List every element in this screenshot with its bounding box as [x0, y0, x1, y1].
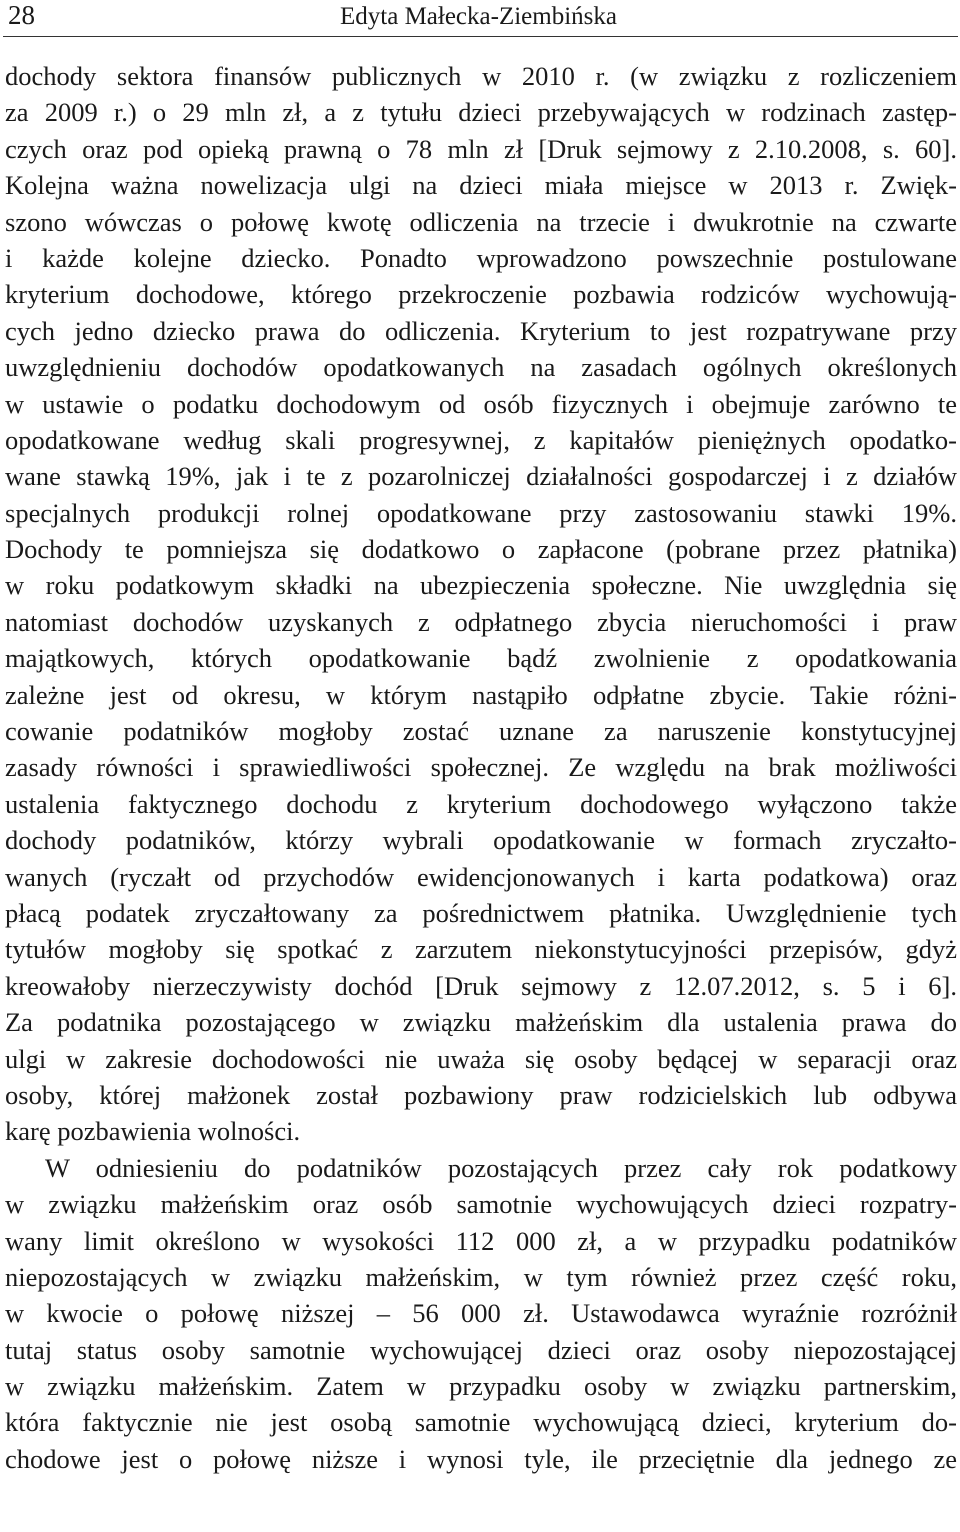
text-line: uwzględnieniu dochodów opodatkowanych na zasadach ogólnych określonych — [5, 352, 957, 383]
text-line: chodowe jest o połowę niższe i wynosi tyle, ile przeciętnie dla jednego ze — [5, 1443, 957, 1474]
text-line: czych oraz pod opieką prawną o 78 mln zł [Druk sejmowy z 2.10.2008, s. 60]. — [5, 133, 957, 164]
page-header — [0, 0, 960, 42]
text-line: zasady równości i sprawiedliwości społecznej. Ze względu na brak możliwości — [5, 752, 957, 783]
text-line: i każde kolejne dziecko. Ponadto wprowadzono powszechnie postulowane — [5, 242, 957, 273]
text-line: kreowałoby nierzeczywisty dochód [Druk sejmowy z 12.07.2012, s. 5 i 6]. — [5, 970, 957, 1001]
text-line: szono wówczas o połowę kwotę odliczenia na trzecie i dwukrotnie na czwarte — [5, 206, 957, 237]
text-line: Za podatnika pozostającego w związku małżeńskim dla ustalenia prawa do — [5, 1007, 957, 1038]
text-line: za 2009 r.) o 29 mln zł, a z tytułu dzieci przebywających w rodzinach zastęp- — [5, 97, 957, 128]
text-line: opodatkowane według skali progresywnej, z kapitałów pieniężnych opodatko- — [5, 424, 957, 455]
body-text — [5, 58, 957, 1477]
text-line: niepozostających w związku małżeńskim, w tym również przez część roku, — [5, 1261, 957, 1292]
text-line: w kwocie o połowę niższej – 56 000 zł. Ustawodawca wyraźnie rozróżnił — [5, 1298, 957, 1329]
text-line: dochody sektora finansów publicznych w 2010 r. (w związku z rozliczeniem — [5, 61, 957, 91]
text-line: wany limit określono w wysokości 112 000 zł, a w przypadku podatników — [5, 1225, 957, 1256]
text-line: płacą podatek zryczałtowany za pośrednictwem płatnika. Uwzględnienie tych — [5, 897, 957, 928]
text-line: zależne jest od okresu, w którym nastąpiło odpłatne zbycie. Takie różni- — [5, 679, 957, 710]
text-line: W odniesieniu do podatników pozostających przez cały rok podatkowy — [45, 1152, 957, 1183]
text-line: ulgi w zakresie dochodowości nie uważa się osoby będącej w separacji oraz — [5, 1043, 957, 1074]
text-line: w roku podatkowym składki na ubezpieczenia społeczne. Nie uwzględnia się — [5, 570, 957, 601]
text-line: w związku małżeńskim oraz osób samotnie wychowujących dzieci rozpatry- — [5, 1189, 957, 1220]
running-head: Edyta Małecka-Ziembińska — [340, 3, 617, 30]
text-line: cych jedno dziecko prawa do odliczenia. Kryterium to jest rozpatrywane przy — [5, 315, 957, 346]
text-line: karę pozbawienia wolności. — [5, 1116, 301, 1147]
text-line: Kolejna ważna nowelizacja ulgi na dzieci miała miejsce w 2013 r. Zwięk- — [5, 170, 957, 201]
text-line: w związku małżeńskim. Zatem w przypadku osoby w związku partnerskim, — [5, 1371, 957, 1402]
text-line: ustalenia faktycznego dochodu z kryterium dochodowego wyłączono także — [5, 788, 957, 819]
text-line: cowanie podatników mogłoby zostać uznane za naruszenie konstytucyjnej — [5, 716, 957, 747]
text-line: tutaj status osoby samotnie wychowującej dzieci oraz osoby niepozostającej — [5, 1334, 957, 1365]
text-line: osoby, której małżonek został pozbawiony praw rodzicielskich lub odbywa — [5, 1079, 957, 1110]
text-line: tytułów mogłoby się spotkać z zarzutem niekonstytucyjności przepisów, gdyż — [5, 934, 957, 965]
text-line: dochody podatników, którzy wybrali opodatkowanie w formach zryczałto- — [5, 825, 957, 856]
text-line: w ustawie o podatku dochodowym od osób fizycznych i obejmuje zarówno te — [5, 388, 957, 419]
text-line: natomiast dochodów uzyskanych z odpłatnego zbycia nieruchomości i praw — [5, 606, 957, 637]
page-number: 28 — [8, 0, 35, 30]
header-rule — [3, 36, 958, 37]
text-line: wanych (ryczałt od przychodów ewidencjonowanych i karta podatkowa) oraz — [5, 861, 957, 892]
text-line: specjalnych produkcji rolnej opodatkowane przy zastosowaniu stawki 19%. — [5, 497, 957, 528]
text-line: Dochody te pomniejsza się dodatkowo o zapłacone (pobrane przez płatnika) — [5, 534, 957, 565]
text-line: która faktycznie nie jest osobą samotnie wychowującą dzieci, kryterium do- — [5, 1407, 957, 1438]
text-line: wane stawką 19%, jak i te z pozarolniczej działalności gospodarczej i z działów — [5, 461, 957, 492]
text-line: majątkowych, których opodatkowanie bądź zwolnienie z opodatkowania — [5, 643, 957, 674]
text-line: kryterium dochodowe, którego przekroczenie pozbawia rodziców wychowują- — [5, 279, 957, 310]
